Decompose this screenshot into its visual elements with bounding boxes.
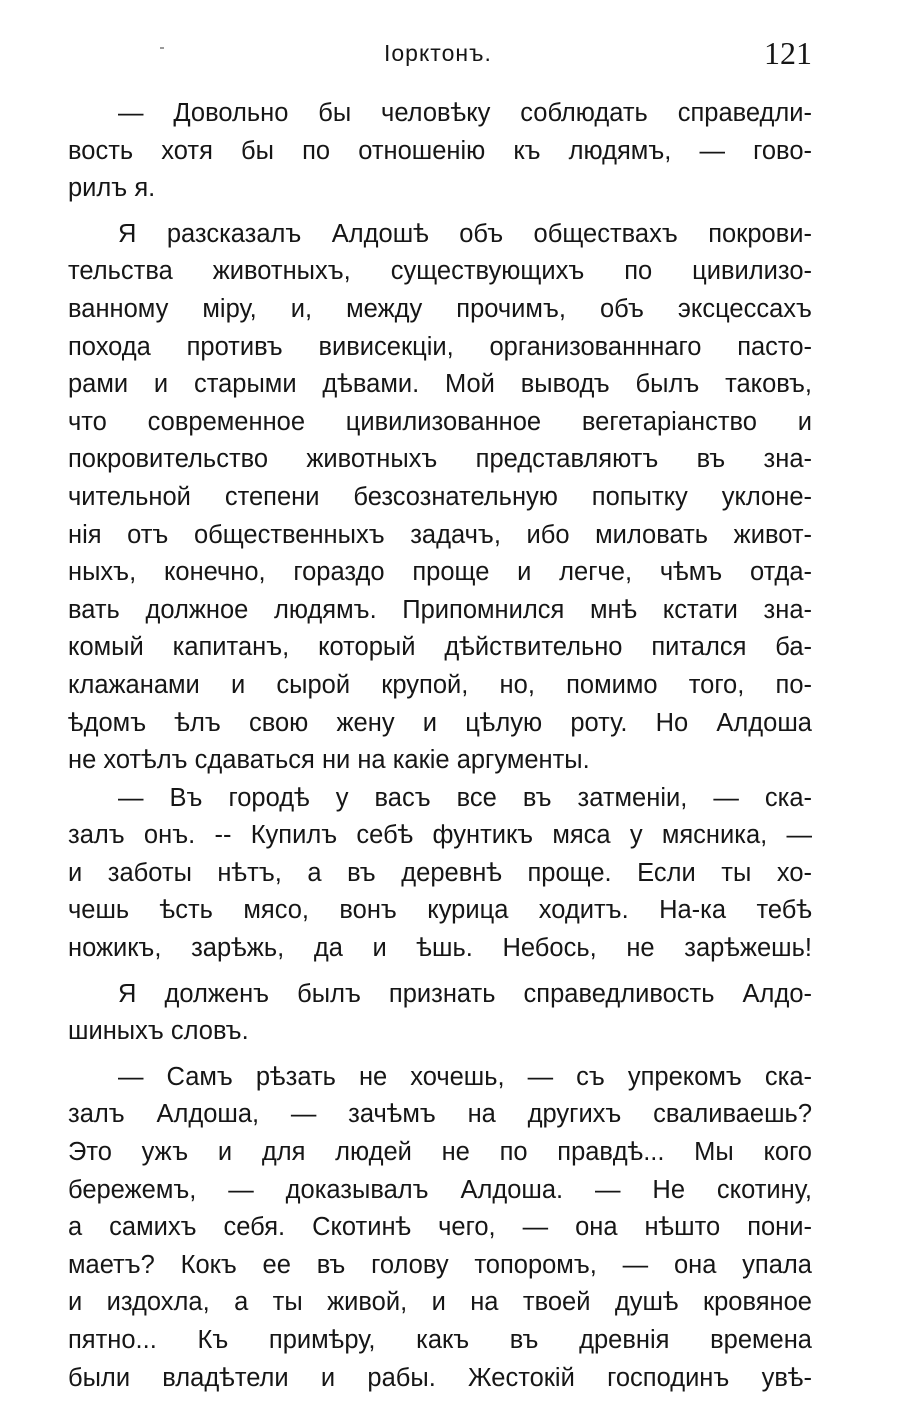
- text-line: ныхъ, конечно, гораздо проще и легче, чѣмъ отда-: [68, 558, 812, 587]
- text-line: — Въ городѣ у васъ все въ затменіи, — ска-: [118, 783, 812, 812]
- print-speck: [160, 47, 164, 49]
- text-line: что современное цивилизованное вегетаріанство и: [68, 407, 812, 436]
- text-line: Я разсказалъ Алдошѣ объ обществахъ покрови-: [118, 219, 812, 248]
- text-line: покровительство животныхъ представляютъ въ зна-: [68, 445, 812, 474]
- text-line: и заботы нѣтъ, а въ деревнѣ проще. Если ты хо-: [68, 858, 812, 887]
- text-line: комый капитанъ, который дѣйствительно питался ба-: [68, 633, 812, 662]
- text-line: рилъ я.: [68, 174, 156, 203]
- text-line: были владѣтели и рабы. Жестокій господинъ увѣ-: [68, 1363, 812, 1392]
- text-line: чительной степени безсознательную попытку уклоне-: [68, 482, 812, 511]
- text-line: похода противъ вивисекціи, организованннаго пасто-: [68, 332, 812, 361]
- text-line: Я долженъ былъ признать справедливость Алдо-: [118, 979, 812, 1008]
- text-line: рами и старыми дѣвами. Мой выводъ былъ таковъ,: [68, 370, 812, 399]
- text-line: ѣдомъ ѣлъ свою жену и цѣлую роту. Но Алдоша: [68, 708, 812, 737]
- text-line: не хотѣлъ сдаваться ни на какіе аргументы.: [68, 746, 590, 775]
- text-line: Это ужъ и для людей не по правдѣ... Мы кого: [68, 1138, 812, 1167]
- text-line: бережемъ, — доказывалъ Алдоша. — Не скотину,: [68, 1175, 812, 1204]
- text-line: и издохла, а ты живой, и на твоей душѣ кровяное: [68, 1288, 812, 1317]
- text-line: тельства животныхъ, существующихъ по цивилизо-: [68, 257, 812, 286]
- text-line: ванному міру, и, между прочимъ, объ эксцессахъ: [68, 294, 812, 323]
- running-head: Іорктонъ.: [384, 40, 492, 66]
- text-line: залъ онъ. -- Купилъ себѣ фунтикъ мяса у мясника, —: [68, 821, 812, 850]
- text-line: вать должное людямъ. Припомнился мнѣ кстати зна-: [68, 595, 812, 624]
- text-line: шиныхъ словъ.: [68, 1017, 249, 1046]
- text-line: маетъ? Кокъ ее въ голову топоромъ, — она упала: [68, 1250, 812, 1279]
- text-line: а самихъ себя. Скотинѣ чего, — она нѣшто пони-: [68, 1213, 812, 1242]
- text-line: вость хотя бы по отношенію къ людямъ, — гово-: [68, 136, 812, 165]
- text-line: залъ Алдоша, — зачѣмъ на другихъ сваливаешь?: [68, 1100, 812, 1129]
- text-line: — Довольно бы человѣку соблюдать справедли-: [118, 99, 812, 127]
- text-line: ножикъ, зарѣжь, да и ѣшь. Небось, не зарѣжешь!: [68, 934, 812, 963]
- page-number: 121: [764, 35, 812, 71]
- text-line: пятно... Къ примѣру, какъ въ древнія времена: [68, 1326, 812, 1354]
- text-line: нія отъ общественныхъ задачъ, ибо миловать живот-: [68, 520, 812, 549]
- text-column: [68, 95, 812, 1397]
- text-line: — Самъ рѣзать не хочешь, — съ упрекомъ ска-: [118, 1062, 812, 1091]
- text-line: клажанами и сырой крупой, но, помимо того, по-: [68, 670, 812, 699]
- text-line: чешь ѣсть мясо, вонъ курица ходитъ. На-ка тебѣ: [68, 896, 812, 925]
